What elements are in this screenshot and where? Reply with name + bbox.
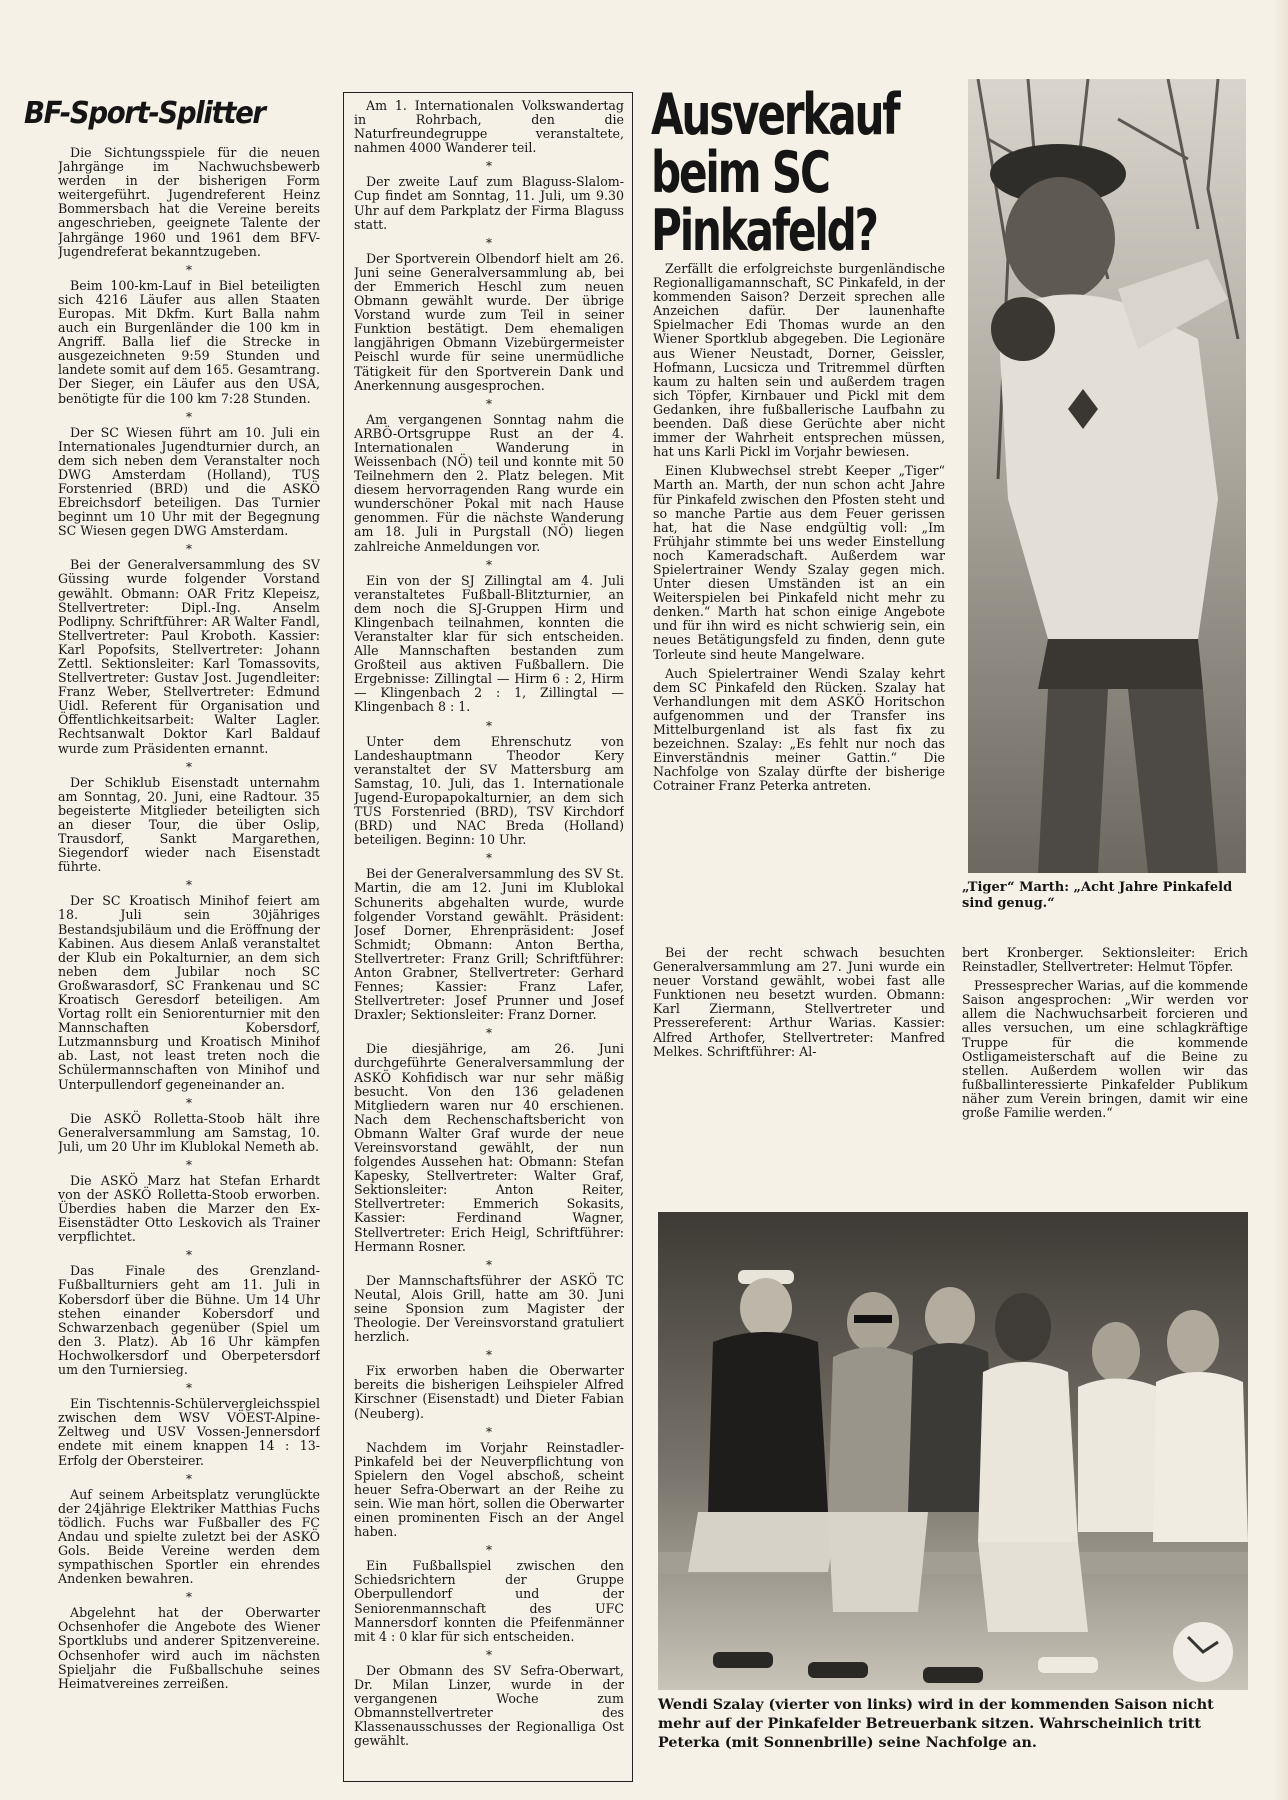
page-edge (1272, 0, 1288, 1800)
article-paragraph: Einen Klubwechsel strebt Keeper „Tiger“ Marth an. Marth, der nun schon acht Jahre für Pinkafeld zwischen den Pfosten steht und so manche Partie aus dem Feuer gerissen hat, hat die Nase endgültig voll: „Im Frühjahr stimmte bei uns weder Einstellung noch Kameradschaft. Außerdem war Spielertrainer Wendy Szalay gegen mich. Unter diesen Umständen ist an ein Weiterspielen bei Pinkafeld nicht mehr zu denken.“ Marth hat schon einige Angebote und für ihn wird es nicht schwierig sein, ein neues Betätigungsfeld zu finden, denn gute Torleute sind heute Mangelware. (653, 463, 945, 662)
news-box (343, 92, 633, 1782)
news-item: Bei der Generalversammlung des SV Güssing wurde folgender Vorstand gewählt. Obmann: OAR Fritz Klepeisz, Stellvertreter: Dipl.-Ing. Anselm Podlipny. Schriftführer: AR Walter Fandl, Stellvertreter: Paul Kroboth. Kassier: Karl Popofsits, Stellvertreter: Johann Zettl. Sektionsleiter: Karl Tomassovits, Stellvertreter: Gustav Jost. Jugendleiter: Franz Weber, Stellvertreter: Edmund Uidl. Referent für Organisation und Öffentlichkeitsarbeit: Walter Lagler. Rechtsanwalt Doktor Karl Baldauf wurde zum Präsidenten ernannt. (58, 557, 320, 756)
separator-star: * (486, 557, 492, 572)
separator-star: * (186, 1471, 192, 1486)
article-paragraph: Pressesprecher Warias, auf die kommende Saison angesprochen: „Wir werden vor allem die Nachwuchsarbeit forcieren und alles versuchen, um eine schlagkräftige Truppe für die kommende Ostligameisterschaft auf die Beine zu stellen. Außerdem wollen wir das fußballinteressierte Pinkafelder Publikum näher zum Verein bringen, damit wir eine große Familie werden.“ (962, 978, 1248, 1121)
article-paragraph: Bei der recht schwach besuchten Generalversammlung am 27. Juni wurde ein neuer Vorstand gewählt, wobei fast alle Funktionen neu besetzt wurden. Obmann: Karl Ziermann, Stellvertreter und Pressereferent: Arthur Warias. Kassier: Alfred Arthofer, Stellvertreter: Manfred Melkes. Schriftführer: Al- (653, 946, 945, 1059)
separator-star: * (186, 542, 192, 557)
news-item: Die ASKÖ Rolletta-Stoob hält ihre Generalversammlung am Samstag, 10. Juli, um 20 Uhr im Klublokal Nemeth ab. (58, 1110, 320, 1154)
separator-star: * (186, 409, 192, 424)
headline-line: beim SC (651, 140, 829, 206)
news-item: Der Schiklub Eisenstadt unternahm am Sonntag, 20. Juni, eine Radtour. 35 begeisterte Mitglieder beteiligten sich an dieser Tour, die über Oslip, Trausdorf, Sankt Margarethen, Siegendorf wieder nach Eisenstadt führte. (58, 774, 320, 875)
bench-photo-graphic (658, 1212, 1248, 1690)
separator-star: * (486, 1647, 492, 1662)
separator-star: * (186, 262, 192, 277)
news-item: Nachdem im Vorjahr Reinstadler-Pinkafeld bei der Neuverpflichtung von Spielern den Vogel abschoß, scheint heuer Sefra-Oberwart an der Reihe zu sein. Wie man hört, sollen die Oberwarter einen prominenten Fisch an der Angel haben. (354, 1439, 624, 1540)
article-paragraph: bert Kronberger. Sektionsleiter: Erich Reinstadler, Stellvertreter: Helmut Töpfer. (962, 946, 1248, 975)
headline-line: Ausverkauf (651, 82, 899, 148)
article-body-continued (962, 946, 1248, 1198)
separator-star: * (486, 235, 492, 250)
news-item: Bei der Generalversammlung des SV St. Martin, die am 12. Juni im Klublokal Schunerits abgehalten wurde, wurde folgender Vorstand gewählt. Präsident: Josef Dorner, Ehrenpräsident: Josef Schmidt; Obmann: Anton Bertha, Stellvertreter: Franz Grill; Schriftführer: Anton Grabner, Stellvertreter: Gerhard Fennes; Kassier: Franz Lafer, Stellvertreter: Josef Prunner und Josef Draxler; Sektionsleiter: Franz Dorner. (354, 866, 624, 1023)
separator-star: * (486, 718, 492, 733)
separator-star: * (186, 759, 192, 774)
separator-star: * (186, 1095, 192, 1110)
separator-star: * (486, 1424, 492, 1439)
news-item: Das Finale des Grenzland-Fußballturniers geht am 11. Juli in Kobersdorf über die Bühne. Um 14 Uhr stehen einander Kobersdorf und Schwarzenbach gegenüber (Spiel um den 3. Platz). Ab 16 Uhr kämpfen Hochwolkersdorf und Oberpetersdorf um den Turniersieg. (58, 1263, 320, 1378)
news-item: Die diesjährige, am 26. Juni durchgeführte Generalversammlung der ASKÖ Kohfidisch war nur sehr mäßig besucht. Von den 136 geladenen Mitgliedern waren nur 40 erschienen. Nach dem Rechenschaftsbericht von Obmann Walter Graf wurde der neue Vereinsvorstand gewählt, der nun folgendes Aussehen hat: Obmann: Stefan Kapesky, Stellvertreter: Walter Graf, Sektionsleiter: Anton Reiter, Stellvertreter: Emmerich Sokasits, Kassier: Ferdinand Wagner, Stellvertreter: Erich Heigl, Schriftführer: Hermann Rosner. (354, 1041, 624, 1254)
separator-star: * (186, 1157, 192, 1172)
separator-star: * (486, 1543, 492, 1558)
bench-photo (658, 1212, 1248, 1690)
separator-star: * (486, 1348, 492, 1363)
separator-star: * (186, 1590, 192, 1605)
news-item: Ein Fußballspiel zwischen den Schiedsrichtern der Gruppe Oberpullendorf und der Seniorenmannschaft des UFC Mannersdorf konnten die Pfeifenmänner mit 4 : 0 klar für sich entscheiden. (354, 1558, 624, 1644)
separator-star: * (486, 851, 492, 866)
news-item: Der Mannschaftsführer der ASKÖ TC Neutal, Alois Grill, hatte am 30. Juni seine Sponsion zum Magister der Theologie. Der Vereinsvorstand gratuliert herzlich. (354, 1272, 624, 1345)
photo-caption: „Tiger“ Marth: „Acht Jahre Pinkafeld sind genug.“ (962, 880, 1233, 911)
separator-star: * (186, 878, 192, 893)
news-item: Ein von der SJ Zillingtal am 4. Juli veranstaltetes Fußball-Blitzturnier, an dem noch die SJ-Gruppen Hirm und Klingenbach teilnahmen, konnten die Veranstalter klar für sich entscheiden. Alle Mannschaften bestanden zum Großteil aus aktiven Fußballern. Die Ergebnisse: Zillingtal — Hirm 6 : 2, Hirm — Klingenbach 2 : 1, Zillingtal — Klingenbach 8 : 1. (354, 572, 624, 715)
news-item: Der Obmann des SV Sefra-Oberwart, Dr. Milan Linzer, wurde in der vergangenen Woche zum Obmannstellvertreter des Klassenausschusses der Regionalliga Ost gewählt. (354, 1662, 624, 1749)
headline-line: Pinkafeld? (651, 198, 877, 264)
section-title: BF-Sport-Splitter (24, 96, 265, 131)
separator-star: * (486, 159, 492, 174)
news-item: Unter dem Ehrenschutz von Landeshauptmann Theodor Kery veranstaltet der SV Mattersburg am Samstag, 10. Juli, das 1. Internationale Jugend-Europapokalturnier, an dem sich TUS Forstenried (BRD), TSV Kirchdorf (BRD) und NAC Breda (Holland) beteiligen. Beginn: 10 Uhr. (354, 733, 624, 848)
separator-star: * (186, 1381, 192, 1396)
news-item: Am vergangenen Sonntag nahm die ARBÖ-Ortsgruppe Rust an der 4. Internationalen Wanderung in Weissenbach (NÖ) teil und konnte mit 50 Teilnehmern den 2. Platz belegen. Mit diesem hervorragenden Rang wurde ein wunderschöner Pokal mit nach Hause genommen. Für die nächste Wanderung am 18. Juli in Purgstall (NÖ) liegen zahlreiche Anmeldungen vor. (354, 411, 624, 554)
article-paragraph: Zerfällt die erfolgreichste burgenländische Regionalligamannschaft, SC Pinkafeld, in der kommenden Saison? Derzeit sprechen alle Anzeichen dafür. Der launenhafte Spielmacher Edi Thomas wurde an den Wiener Sportklub abgegeben. Die Legionäre aus Wiener Neustadt, Dorner, Geissler, Hofmann, Lucsicza und Tritremmel dürften kaum zu halten sein und außerdem tragen sich Töpfer, Kirnbauer und Pickl mit dem Gedanken, ihre fußballerische Laufbahn zu beenden. Daß diese Gerüchte aber nicht immer der Wahrheit entsprechen müssen, hat uns Karli Pickl im Vorjahr bewiesen. (653, 262, 945, 460)
separator-star: * (486, 1257, 492, 1272)
article-headline (651, 82, 899, 264)
separator-star: * (186, 1248, 192, 1263)
separator-star: * (486, 1026, 492, 1041)
news-item: Ein Tischtennis-Schülervergleichsspiel zwischen dem WSV VÖEST-Alpine-Zeltweg und USV Vossen-Jennersdorf endete mit einem knappen 14 : 13-Erfolg der Obersteirer. (58, 1396, 320, 1468)
article-body-continued (653, 946, 945, 1198)
photo-caption: Wendi Szalay (vierter von links) wird in der kommenden Saison nicht mehr auf der Pinkafelder Betreuerbank sitzen. Wahrscheinlich tritt Peterka (mit Sonnenbrille) seine Nachfolge an. (658, 1697, 1214, 1751)
goalkeeper-photo (968, 79, 1246, 873)
article-paragraph: Auch Spielertrainer Wendi Szalay kehrt dem SC Pinkafeld den Rücken. Szalay hat Verhandlungen mit dem ASKÖ Horitschon aufgenommen und der Transfer ins Mittelburgenland ist als fast fix zu bezeichnen. Szalay: „Es fehlt nur noch das Einverständnis meiner Gattin.“ Die Nachfolge von Szalay dürfte der bisherige Cotrainer Franz Peterka antreten. (653, 665, 945, 794)
news-item: Auf seinem Arbeitsplatz verunglückte der 24jährige Elektriker Matthias Fuchs tödlich. Fuchs war Fußballer des FC Andau und spielte zuletzt bei der ASKÖ Gols. Beide Vereine werden dem sympathischen Sportler ein ehrendes Andenken bewahren. (58, 1486, 320, 1587)
news-item: Der SC Wiesen führt am 10. Juli ein Internationales Jugendturnier durch, an dem sich neben dem Veranstalter noch DWG Amsterdam (Holland), TUS Forstenried (BRD) und die ASKÖ Ebreichsdorf beteiligen. Das Turnier beginnt um 10 Uhr mit der Begegnung SC Wiesen gegen DWG Amsterdam. (58, 424, 320, 539)
news-item: Der SC Kroatisch Minihof feiert am 18. Juli sein 30jähriges Bestandsjubiläum und die Eröffnung der Kabinen. Aus diesem Anlaß veranstaltet der Klub ein Pokalturnier, an dem sich neben dem Jubilar noch SC Großwarasdorf, SC Frankenau und SC Kroatisch Geresdorf beteiligen. Am Vortag rollt ein Seniorenturnier mit den Mannschaften Kobersdorf, Lutzmannsburg und Kroatisch Minihof ab. Last, not least treten noch die Schülermannschaften von Minihof und Unterpullendorf gegeneinander an. (58, 893, 320, 1092)
goalkeeper-photo-graphic (968, 79, 1246, 873)
news-item: Beim 100-km-Lauf in Biel beteiligten sich 4216 Läufer aus allen Staaten Europas. Mit Dkfm. Kurt Balla nahm auch ein Burgenländer die 100 km in Angriff. Balla lief die Strecke in ausgezeichneten 9:59 Stunden und landete somit auf dem 165. Gesamtrang. Der Sieger, ein Läufer aus den USA, benötigte für die 100 km 7:28 Stunden. (58, 277, 320, 406)
news-item: Der Sportverein Olbendorf hielt am 26. Juni seine Generalversammlung ab, bei der Emmerich Heschl zum neuen Obmann gewählt wurde. Der übrige Vorstand wurde zum Teil in seiner Funktion bestätigt. Dem ehemaligen langjährigen Obmann Vizebürgermeister Peischl wurde für seine unermüdliche Tätigkeit für den Sportverein Dank und Anerkennung ausgesprochen. (354, 250, 624, 393)
news-item: Der zweite Lauf zum Blaguss-Slalom-Cup findet am Sonntag, 11. Juli, um 9.30 Uhr auf dem Parkplatz der Firma Blaguss statt. (354, 174, 624, 232)
news-item: Fix erworben haben die Oberwarter bereits die bisherigen Leihspieler Alfred Kirschner (Eisenstadt) und Dieter Fabian (Neuberg). (354, 1363, 624, 1421)
separator-star: * (486, 396, 492, 411)
article-body (653, 262, 945, 882)
splitter-column (58, 146, 320, 1746)
news-item: Am 1. Internationalen Volkswandertag in Rohrbach, den die Naturfreundegruppe veranstaltete, nahmen 4000 Wanderer teil. (354, 99, 624, 156)
news-item: Die ASKÖ Marz hat Stefan Erhardt von der ASKÖ Rolletta-Stoob erworben. Überdies haben die Marzer den Ex-Eisenstädter Otto Leskovich als Trainer verpflichtet. (58, 1172, 320, 1245)
news-item: Abgelehnt hat der Oberwarter Ochsenhofer die Angebote des Wiener Sportklubs und anderer Spitzenvereine. Ochsenhofer wird auch im nächsten Spieljahr die Fußballschuhe seines Heimatvereines zerreißen. (58, 1605, 320, 1691)
news-item: Die Sichtungsspiele für die neuen Jahrgänge im Nachwuchsbewerb werden in der bisherigen Form weitergeführt. Jugendreferent Heinz Bommersbach hat die Vereine bereits angeschrieben, geeignete Talente der Jahrgänge 1960 und 1961 dem BFV-Jugendreferat bekanntzugeben. (58, 146, 320, 259)
